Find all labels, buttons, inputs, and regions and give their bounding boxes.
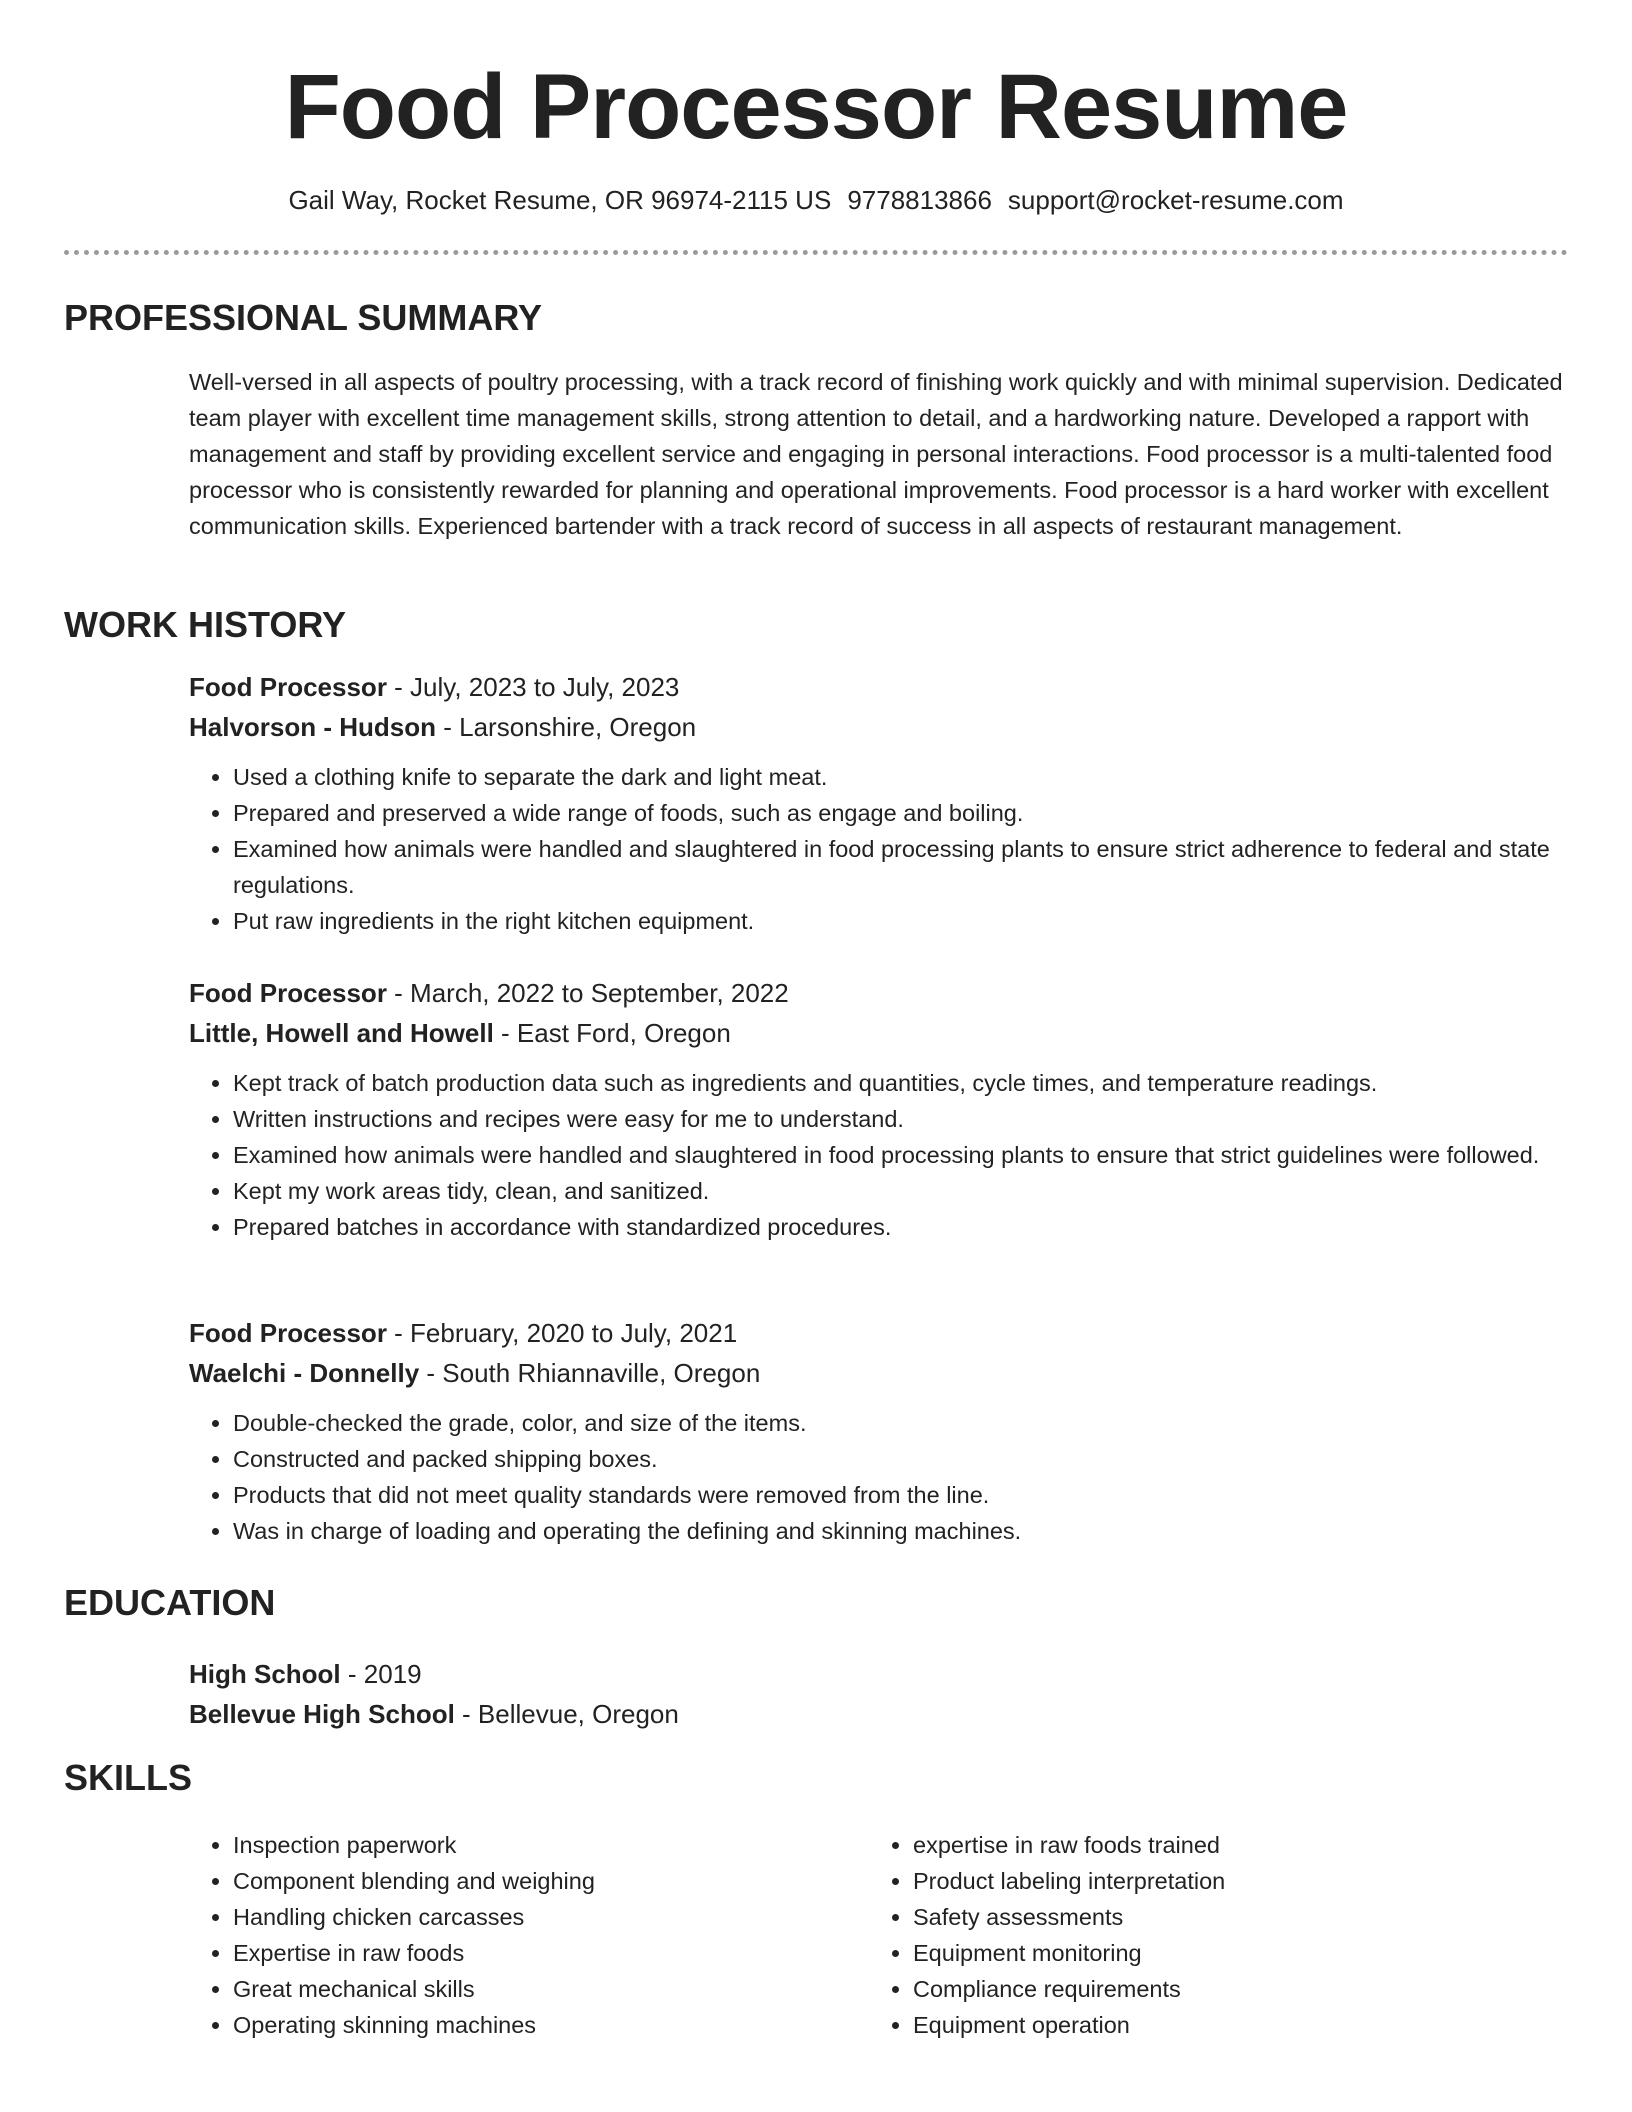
skill-item: • Component blending and weighing	[233, 1863, 869, 1899]
page-title: Food Processor Resume	[284, 56, 1348, 158]
skills-heading: SKILLS	[64, 1757, 193, 1798]
job-bullet: • Prepared batches in accordance with standardized procedures.	[233, 1209, 1569, 1245]
job-title: Food Processor	[189, 978, 387, 1008]
job-entry	[189, 667, 1569, 939]
job-title: Food Processor	[189, 672, 387, 702]
job-bullet: • Written instructions and recipes were easy for me to understand.	[233, 1101, 1569, 1137]
job-bullets	[189, 759, 1569, 939]
job-bullet: • Constructed and packed shipping boxes.	[233, 1441, 1569, 1477]
job-dates: - February, 2020 to July, 2021	[386, 1318, 738, 1348]
skill-item: • Compliance requirements	[913, 1971, 1549, 2007]
skill-item: • Operating skinning machines	[233, 2007, 869, 2043]
job-bullet: • Kept my work areas tidy, clean, and sanitized.	[233, 1173, 1569, 1209]
skills-column-right	[869, 1827, 1549, 2043]
summary-heading: PROFESSIONAL SUMMARY	[64, 297, 543, 338]
skill-item: • Handling chicken carcasses	[233, 1899, 869, 1935]
skills-column-left	[189, 1827, 869, 2043]
skill-item: • Equipment monitoring	[913, 1935, 1549, 1971]
job-entry	[189, 1313, 1569, 1549]
job-bullets	[189, 1065, 1569, 1245]
education-school-line	[189, 1694, 1569, 1734]
education-degree-line	[189, 1654, 1569, 1694]
header-divider	[64, 250, 1568, 255]
work-history-heading: WORK HISTORY	[64, 604, 347, 645]
job-bullet: • Products that did not meet quality standards were removed from the line.	[233, 1477, 1569, 1513]
job-location: - Larsonshire, Oregon	[436, 712, 697, 742]
job-dates: - March, 2022 to September, 2022	[386, 978, 789, 1008]
job-bullet: • Kept track of batch production data such as ingredients and quantities, cycle times, and temperature readings.	[233, 1065, 1569, 1101]
job-entry	[189, 973, 1569, 1245]
job-bullets	[189, 1405, 1569, 1549]
job-company: Halvorson - Hudson	[189, 712, 437, 742]
job-title: Food Processor	[189, 1318, 387, 1348]
education-entry	[189, 1654, 1569, 1734]
education-school: Bellevue High School	[189, 1699, 455, 1729]
job-bullet: • Put raw ingredients in the right kitchen equipment.	[233, 903, 1569, 939]
contact-address: Gail Way, Rocket Resume, OR 96974-2115 US	[288, 185, 832, 215]
job-company: Little, Howell and Howell	[189, 1018, 494, 1048]
summary-text: Well-versed in all aspects of poultry processing, with a track record of finishing work quickly and with minimal supervision. Dedicated team player with excellent time management skills, strong attention to detail, and a hardworking nature. Developed a rapport with management and staff by providing excellent service and engaging in personal interactions. Food processor is a multi-talented food processor who is consistently rewarded for planning and operational improvements. Food processor is a hard worker with excellent communication skills. Experienced bartender with a track record of success in all aspects of restaurant management.	[189, 369, 1563, 539]
skill-item: • Equipment operation	[913, 2007, 1549, 2043]
job-company: Waelchi - Donnelly	[189, 1358, 420, 1388]
job-title-line	[189, 1313, 1569, 1353]
job-location: - South Rhiannaville, Oregon	[419, 1358, 761, 1388]
job-bullet: • Examined how animals were handled and slaughtered in food processing plants to ensure that strict guidelines were followed.	[233, 1137, 1569, 1173]
skill-item: • Product labeling interpretation	[913, 1863, 1549, 1899]
job-title-line	[189, 973, 1569, 1013]
job-title-line	[189, 667, 1569, 707]
job-bullet: • Examined how animals were handled and slaughtered in food processing plants to ensure strict adherence to federal and state regulations.	[233, 831, 1569, 903]
job-company-line	[189, 707, 1569, 747]
contact-email: support@rocket-resume.com	[1007, 185, 1344, 215]
skill-item: • Safety assessments	[913, 1899, 1549, 1935]
skills-list	[189, 1827, 1569, 2043]
job-company-line	[189, 1013, 1569, 1053]
job-dates: - July, 2023 to July, 2023	[386, 672, 680, 702]
education-heading: EDUCATION	[64, 1582, 276, 1623]
contact-info	[0, 180, 1632, 220]
job-bullet: • Used a clothing knife to separate the dark and light meat.	[233, 759, 1569, 795]
contact-phone: 9778813866	[847, 185, 992, 215]
job-bullet: • Was in charge of loading and operating the defining and skinning machines.	[233, 1513, 1569, 1549]
skill-item: • Expertise in raw foods	[233, 1935, 869, 1971]
job-bullet: • Prepared and preserved a wide range of foods, such as engage and boiling.	[233, 795, 1569, 831]
skill-item: • Inspection paperwork	[233, 1827, 869, 1863]
skill-item: • Great mechanical skills	[233, 1971, 869, 2007]
education-location: - Bellevue, Oregon	[454, 1699, 679, 1729]
job-company-line	[189, 1353, 1569, 1393]
job-bullet: • Double-checked the grade, color, and size of the items.	[233, 1405, 1569, 1441]
skill-item: • expertise in raw foods trained	[913, 1827, 1549, 1863]
education-year: - 2019	[340, 1659, 422, 1689]
education-degree: High School	[189, 1659, 341, 1689]
job-location: - East Ford, Oregon	[493, 1018, 731, 1048]
